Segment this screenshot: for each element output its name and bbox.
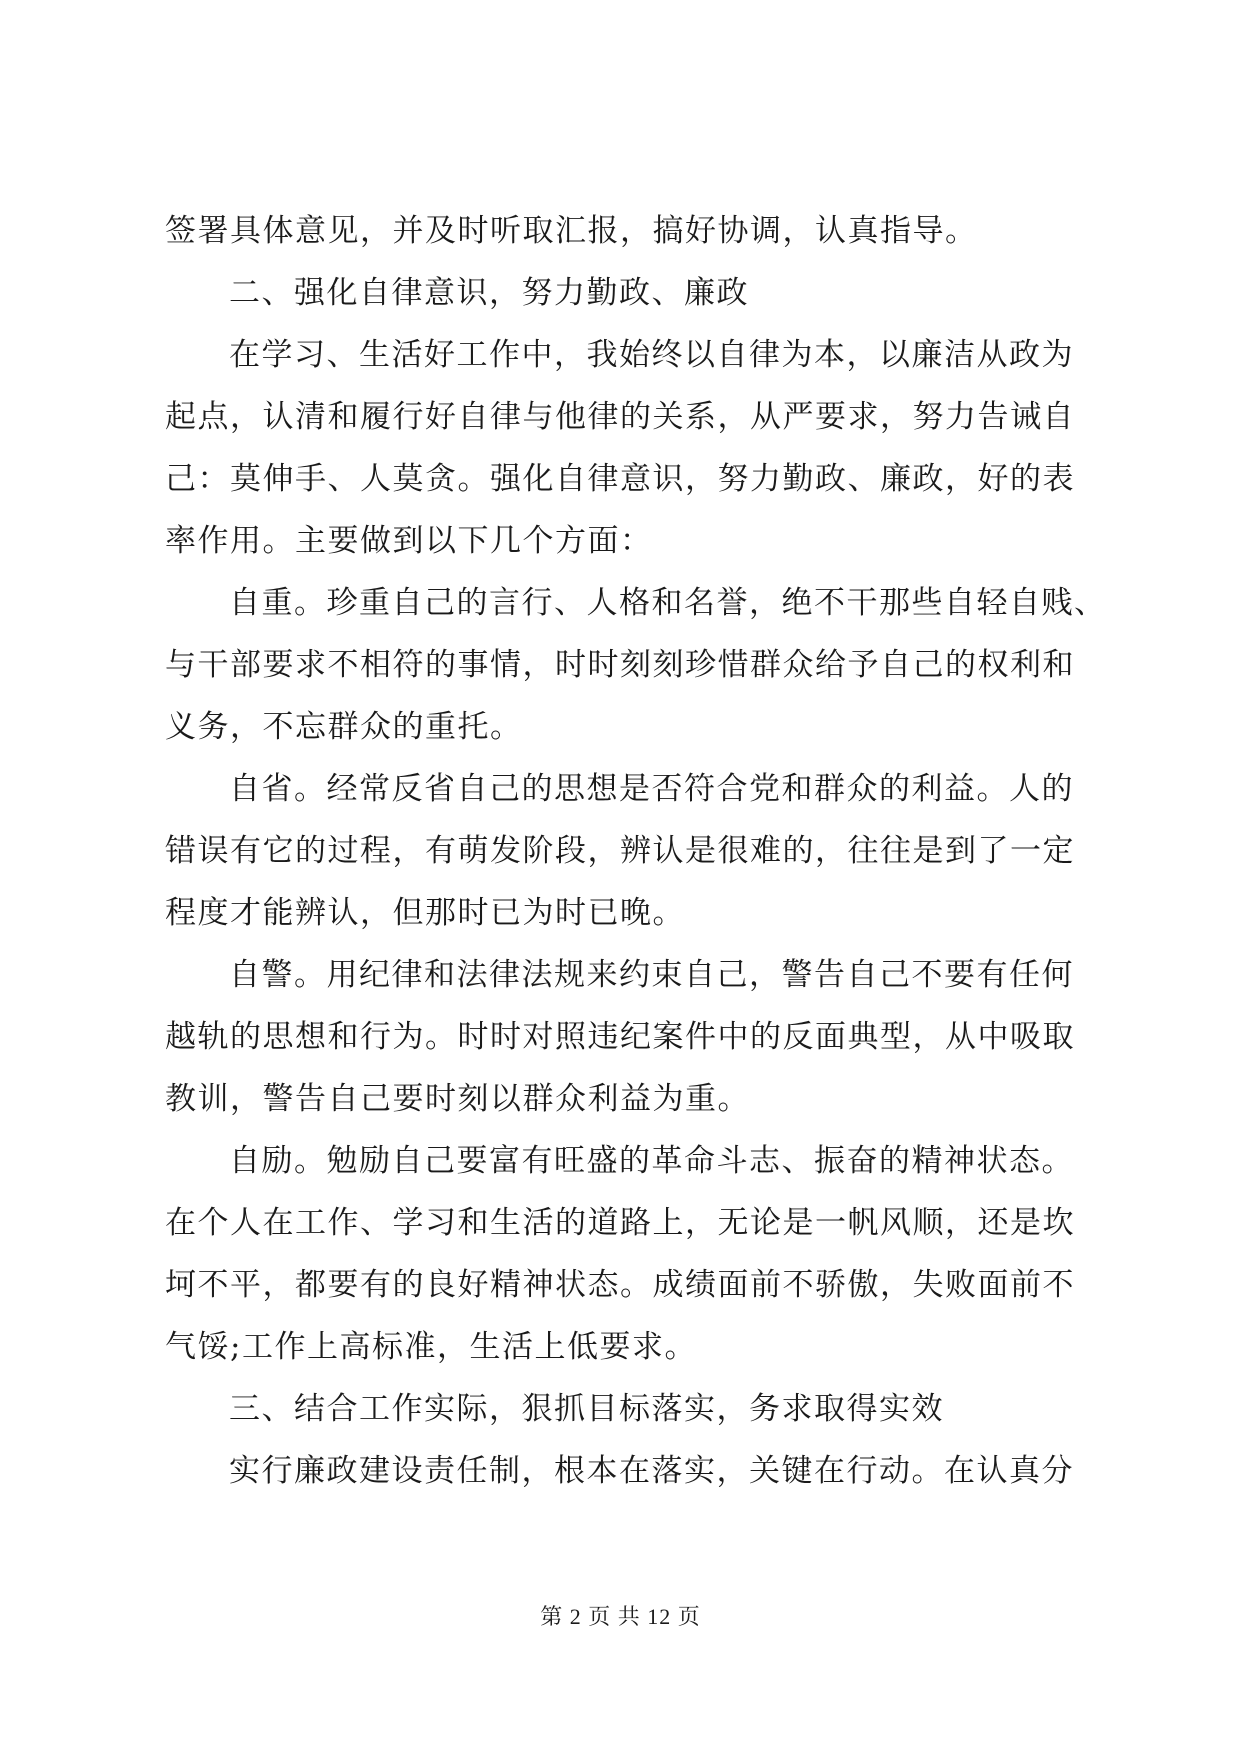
text-line: 程度才能辨认，但那时已为时已晚。 xyxy=(165,895,685,931)
text-line: 起点，认清和履行好自律与他律的关系，从严要求，努力告诫自 xyxy=(165,399,1075,435)
text-line: 坷不平，都要有的良好精神状态。成绩面前不骄傲，失败面前不 xyxy=(165,1267,1075,1303)
text-line: 义务，不忘群众的重托。 xyxy=(165,709,523,745)
text-line: 率作用。主要做到以下几个方面： xyxy=(165,523,653,559)
text-line: 错误有它的过程，有萌发阶段，辨认是很难的，往往是到了一定 xyxy=(165,833,1075,869)
text-line: 签署具体意见，并及时听取汇报，搞好协调，认真指导。 xyxy=(165,213,978,249)
text-line: 在学习、生活好工作中，我始终以自律为本，以廉洁从政为 xyxy=(229,337,1074,373)
page-number-footer: 第 2 页 共 12 页 xyxy=(540,1604,701,1629)
text-line: 自励。勉励自己要富有旺盛的革命斗志、振奋的精神状态。 xyxy=(229,1143,1074,1179)
section-heading: 三、结合工作实际，狠抓目标落实，务求取得实效 xyxy=(229,1391,944,1427)
text-line: 自省。经常反省自己的思想是否符合党和群众的利益。人的 xyxy=(229,771,1074,807)
section-heading: 二、强化自律意识，努力勤政、廉政 xyxy=(229,275,749,311)
text-line: 越轨的思想和行为。时时对照违纪案件中的反面典型，从中吸取 xyxy=(165,1019,1075,1055)
text-line: 与干部要求不相符的事情，时时刻刻珍惜群众给予自己的权利和 xyxy=(165,647,1075,683)
text-line: 气馁;工作上高标准，生活上低要求。 xyxy=(165,1329,697,1365)
text-line: 实行廉政建设责任制，根本在落实，关键在行动。在认真分 xyxy=(229,1453,1074,1489)
text-line: 己：莫伸手、人莫贪。强化自律意识，努力勤政、廉政，好的表 xyxy=(165,461,1075,497)
text-line: 在个人在工作、学习和生活的道路上，无论是一帆风顺，还是坎 xyxy=(165,1205,1075,1241)
body-text xyxy=(165,200,1107,1502)
text-line: 教训，警告自己要时刻以群众利益为重。 xyxy=(165,1081,750,1117)
text-line: 自重。珍重自己的言行、人格和名誉，绝不干那些自轻自贱、 xyxy=(229,585,1107,621)
text-line: 自警。用纪律和法律法规来约束自己，警告自己不要有任何 xyxy=(229,957,1074,993)
